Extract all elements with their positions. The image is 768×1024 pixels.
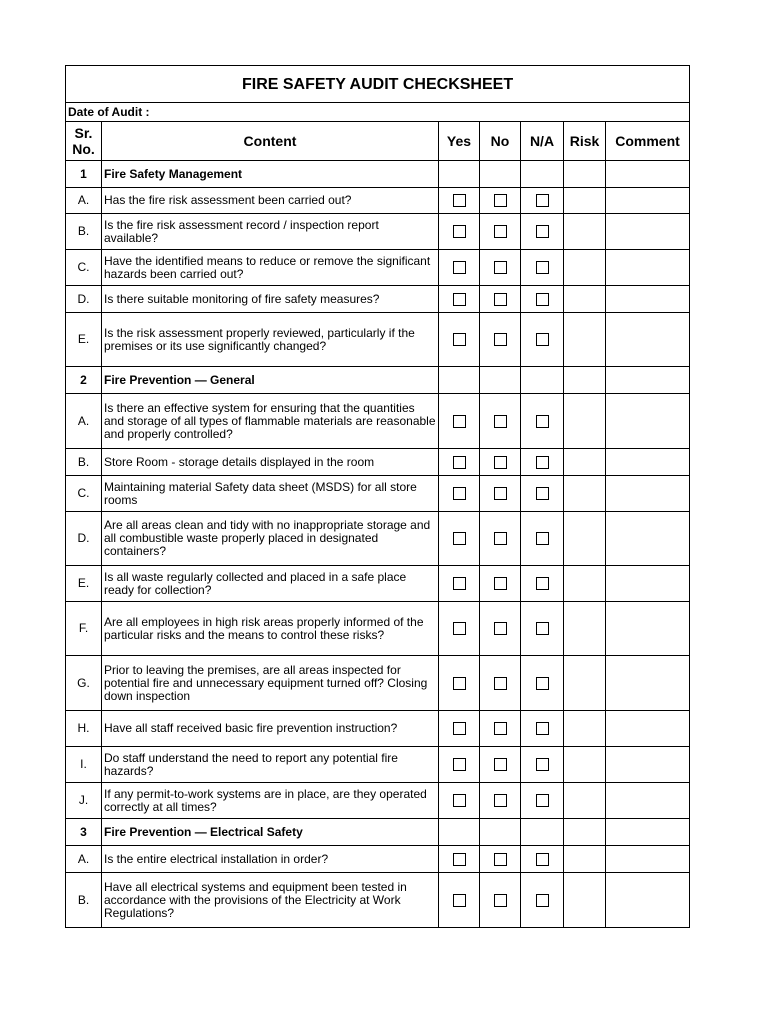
section-row <box>66 367 690 394</box>
yes-checkbox[interactable] <box>453 758 466 771</box>
title-row <box>66 66 690 103</box>
yes-cell <box>439 846 480 873</box>
section-number: 2 <box>66 367 102 394</box>
table-row <box>66 711 690 747</box>
yes-cell <box>439 656 480 711</box>
question-text: If any permit-to-work systems are in place, are they operated correctly at all times? <box>102 783 439 819</box>
table-row <box>66 188 690 214</box>
table-row <box>66 394 690 449</box>
yes-cell <box>439 286 480 313</box>
yes-cell <box>439 711 480 747</box>
section-empty-cell <box>439 161 480 188</box>
comment-cell[interactable] <box>606 656 690 711</box>
item-label: C. <box>66 476 102 512</box>
item-label: I. <box>66 747 102 783</box>
yes-checkbox[interactable] <box>453 677 466 690</box>
no-checkbox[interactable] <box>494 894 507 907</box>
page-title: FIRE SAFETY AUDIT CHECKSHEET <box>66 66 690 103</box>
no-checkbox[interactable] <box>494 622 507 635</box>
no-cell <box>480 846 521 873</box>
item-label: G. <box>66 656 102 711</box>
yes-checkbox[interactable] <box>453 622 466 635</box>
na-checkbox[interactable] <box>536 794 549 807</box>
item-label: F. <box>66 602 102 656</box>
na-cell <box>521 747 564 783</box>
section-empty-cell <box>564 819 606 846</box>
item-label: D. <box>66 286 102 313</box>
col-header-content: Content <box>102 122 439 161</box>
question-text: Is there suitable monitoring of fire safety measures? <box>102 286 439 313</box>
no-checkbox[interactable] <box>494 758 507 771</box>
col-header-no: No <box>480 122 521 161</box>
table-row <box>66 602 690 656</box>
item-label: B. <box>66 449 102 476</box>
yes-cell <box>439 250 480 286</box>
risk-cell[interactable] <box>564 286 606 313</box>
yes-checkbox[interactable] <box>453 415 466 428</box>
audit-checksheet-table <box>65 65 690 928</box>
no-cell <box>480 313 521 367</box>
no-checkbox[interactable] <box>494 577 507 590</box>
no-checkbox[interactable] <box>494 677 507 690</box>
yes-cell <box>439 512 480 566</box>
table-row <box>66 846 690 873</box>
section-title: Fire Prevention — General <box>102 367 439 394</box>
section-empty-cell <box>606 819 690 846</box>
yes-checkbox[interactable] <box>453 853 466 866</box>
no-cell <box>480 656 521 711</box>
na-checkbox[interactable] <box>536 577 549 590</box>
question-text: Are all employees in high risk areas properly informed of the particular risks and the means to control these risks? <box>102 602 439 656</box>
question-text: Is the entire electrical installation in order? <box>102 846 439 873</box>
section-row <box>66 161 690 188</box>
no-checkbox[interactable] <box>494 722 507 735</box>
table-row <box>66 449 690 476</box>
no-cell <box>480 449 521 476</box>
na-cell <box>521 286 564 313</box>
na-checkbox[interactable] <box>536 261 549 274</box>
risk-cell[interactable] <box>564 873 606 928</box>
na-checkbox[interactable] <box>536 677 549 690</box>
table-row <box>66 313 690 367</box>
no-cell <box>480 711 521 747</box>
no-checkbox[interactable] <box>494 194 507 207</box>
section-empty-cell <box>606 161 690 188</box>
na-cell <box>521 449 564 476</box>
na-cell <box>521 846 564 873</box>
comment-cell[interactable] <box>606 286 690 313</box>
no-checkbox[interactable] <box>494 293 507 306</box>
yes-cell <box>439 602 480 656</box>
yes-checkbox[interactable] <box>453 532 466 545</box>
item-label: E. <box>66 566 102 602</box>
no-checkbox[interactable] <box>494 532 507 545</box>
no-cell <box>480 783 521 819</box>
section-empty-cell <box>480 819 521 846</box>
yes-cell <box>439 783 480 819</box>
date-of-audit-label: Date of Audit : <box>66 103 690 122</box>
item-label: B. <box>66 873 102 928</box>
table-row <box>66 286 690 313</box>
col-header-comment: Comment <box>606 122 690 161</box>
risk-cell[interactable] <box>564 449 606 476</box>
yes-cell <box>439 476 480 512</box>
yes-cell <box>439 214 480 250</box>
na-cell <box>521 313 564 367</box>
risk-cell[interactable] <box>564 656 606 711</box>
na-cell <box>521 214 564 250</box>
section-empty-cell <box>564 161 606 188</box>
na-cell <box>521 873 564 928</box>
col-header-na: N/A <box>521 122 564 161</box>
col-header-sr-no: Sr. No. <box>66 122 102 161</box>
section-empty-cell <box>439 819 480 846</box>
item-label: C. <box>66 250 102 286</box>
yes-checkbox[interactable] <box>453 333 466 346</box>
yes-cell <box>439 188 480 214</box>
na-cell <box>521 250 564 286</box>
item-label: J. <box>66 783 102 819</box>
no-cell <box>480 566 521 602</box>
no-cell <box>480 286 521 313</box>
yes-checkbox[interactable] <box>453 794 466 807</box>
na-checkbox[interactable] <box>536 487 549 500</box>
col-header-yes: Yes <box>439 122 480 161</box>
no-cell <box>480 512 521 566</box>
col-header-risk: Risk <box>564 122 606 161</box>
no-cell <box>480 602 521 656</box>
no-checkbox[interactable] <box>494 794 507 807</box>
no-cell <box>480 214 521 250</box>
yes-checkbox[interactable] <box>453 577 466 590</box>
no-cell <box>480 476 521 512</box>
comment-cell[interactable] <box>606 214 690 250</box>
question-text: Is the risk assessment properly reviewed, particularly if the premises or its use significantly changed? <box>102 313 439 367</box>
section-empty-cell <box>564 367 606 394</box>
yes-checkbox[interactable] <box>453 293 466 306</box>
table-row <box>66 873 690 928</box>
item-label: A. <box>66 188 102 214</box>
na-cell <box>521 512 564 566</box>
section-empty-cell <box>480 367 521 394</box>
comment-cell[interactable] <box>606 711 690 747</box>
risk-cell[interactable] <box>564 313 606 367</box>
na-checkbox[interactable] <box>536 722 549 735</box>
comment-cell[interactable] <box>606 394 690 449</box>
question-text: Have all staff received basic fire prevention instruction? <box>102 711 439 747</box>
item-label: A. <box>66 846 102 873</box>
question-text: Are all areas clean and tidy with no inappropriate storage and all combustible waste properly placed in designated containers? <box>102 512 439 566</box>
risk-cell[interactable] <box>564 512 606 566</box>
risk-cell[interactable] <box>564 747 606 783</box>
section-title: Fire Safety Management <box>102 161 439 188</box>
na-cell <box>521 783 564 819</box>
yes-checkbox[interactable] <box>453 456 466 469</box>
na-checkbox[interactable] <box>536 622 549 635</box>
yes-cell <box>439 313 480 367</box>
na-cell <box>521 656 564 711</box>
table-row <box>66 747 690 783</box>
yes-cell <box>439 747 480 783</box>
na-checkbox[interactable] <box>536 293 549 306</box>
no-cell <box>480 747 521 783</box>
na-checkbox[interactable] <box>536 853 549 866</box>
risk-cell[interactable] <box>564 602 606 656</box>
comment-cell[interactable] <box>606 873 690 928</box>
risk-cell[interactable] <box>564 566 606 602</box>
table-row <box>66 214 690 250</box>
comment-cell[interactable] <box>606 476 690 512</box>
yes-checkbox[interactable] <box>453 722 466 735</box>
na-cell <box>521 188 564 214</box>
comment-cell[interactable] <box>606 449 690 476</box>
na-cell <box>521 476 564 512</box>
yes-checkbox[interactable] <box>453 487 466 500</box>
no-checkbox[interactable] <box>494 333 507 346</box>
section-empty-cell <box>521 367 564 394</box>
na-cell <box>521 394 564 449</box>
no-checkbox[interactable] <box>494 225 507 238</box>
yes-cell <box>439 449 480 476</box>
yes-checkbox[interactable] <box>453 261 466 274</box>
section-empty-cell <box>480 161 521 188</box>
comment-cell[interactable] <box>606 250 690 286</box>
item-label: A. <box>66 394 102 449</box>
no-checkbox[interactable] <box>494 487 507 500</box>
section-row <box>66 819 690 846</box>
question-text: Have all electrical systems and equipment been tested in accordance with the provisions of the Electricity at Work Regulations? <box>102 873 439 928</box>
no-cell <box>480 250 521 286</box>
na-checkbox[interactable] <box>536 894 549 907</box>
comment-cell[interactable] <box>606 313 690 367</box>
na-checkbox[interactable] <box>536 532 549 545</box>
table-row <box>66 476 690 512</box>
item-label: E. <box>66 313 102 367</box>
no-cell <box>480 394 521 449</box>
comment-cell[interactable] <box>606 188 690 214</box>
no-checkbox[interactable] <box>494 456 507 469</box>
yes-checkbox[interactable] <box>453 194 466 207</box>
question-text: Is there an effective system for ensuring that the quantities and storage of all types of flammable materials are reasonable and properly controlled? <box>102 394 439 449</box>
na-cell <box>521 602 564 656</box>
section-empty-cell <box>439 367 480 394</box>
na-checkbox[interactable] <box>536 225 549 238</box>
risk-cell[interactable] <box>564 188 606 214</box>
comment-cell[interactable] <box>606 846 690 873</box>
no-checkbox[interactable] <box>494 261 507 274</box>
na-checkbox[interactable] <box>536 415 549 428</box>
table-row <box>66 783 690 819</box>
column-header-row <box>66 122 690 161</box>
question-text: Store Room - storage details displayed in the room <box>102 449 439 476</box>
item-label: H. <box>66 711 102 747</box>
table-row <box>66 566 690 602</box>
risk-cell[interactable] <box>564 250 606 286</box>
risk-cell[interactable] <box>564 476 606 512</box>
comment-cell[interactable] <box>606 602 690 656</box>
na-checkbox[interactable] <box>536 333 549 346</box>
na-checkbox[interactable] <box>536 456 549 469</box>
no-checkbox[interactable] <box>494 415 507 428</box>
risk-cell[interactable] <box>564 711 606 747</box>
comment-cell[interactable] <box>606 566 690 602</box>
question-text: Maintaining material Safety data sheet (MSDS) for all store rooms <box>102 476 439 512</box>
comment-cell[interactable] <box>606 512 690 566</box>
na-checkbox[interactable] <box>536 758 549 771</box>
risk-cell[interactable] <box>564 214 606 250</box>
section-title: Fire Prevention — Electrical Safety <box>102 819 439 846</box>
risk-cell[interactable] <box>564 846 606 873</box>
no-cell <box>480 873 521 928</box>
section-empty-cell <box>521 819 564 846</box>
yes-checkbox[interactable] <box>453 225 466 238</box>
section-empty-cell <box>521 161 564 188</box>
comment-cell[interactable] <box>606 783 690 819</box>
table-row <box>66 250 690 286</box>
section-number: 1 <box>66 161 102 188</box>
yes-cell <box>439 873 480 928</box>
yes-cell <box>439 394 480 449</box>
section-empty-cell <box>606 367 690 394</box>
question-text: Has the fire risk assessment been carried out? <box>102 188 439 214</box>
table-row <box>66 512 690 566</box>
item-label: B. <box>66 214 102 250</box>
item-label: D. <box>66 512 102 566</box>
no-checkbox[interactable] <box>494 853 507 866</box>
section-number: 3 <box>66 819 102 846</box>
na-cell <box>521 711 564 747</box>
na-cell <box>521 566 564 602</box>
question-text: Have the identified means to reduce or remove the significant hazards been carried out? <box>102 250 439 286</box>
risk-cell[interactable] <box>564 783 606 819</box>
question-text: Is all waste regularly collected and placed in a safe place ready for collection? <box>102 566 439 602</box>
question-text: Is the fire risk assessment record / inspection report available? <box>102 214 439 250</box>
na-checkbox[interactable] <box>536 194 549 207</box>
question-text: Do staff understand the need to report any potential fire hazards? <box>102 747 439 783</box>
no-cell <box>480 188 521 214</box>
risk-cell[interactable] <box>564 394 606 449</box>
yes-checkbox[interactable] <box>453 894 466 907</box>
question-text: Prior to leaving the premises, are all areas inspected for potential fire and unnecessary equipment turned off? Closing down inspection <box>102 656 439 711</box>
comment-cell[interactable] <box>606 747 690 783</box>
date-row <box>66 103 690 122</box>
yes-cell <box>439 566 480 602</box>
table-row <box>66 656 690 711</box>
